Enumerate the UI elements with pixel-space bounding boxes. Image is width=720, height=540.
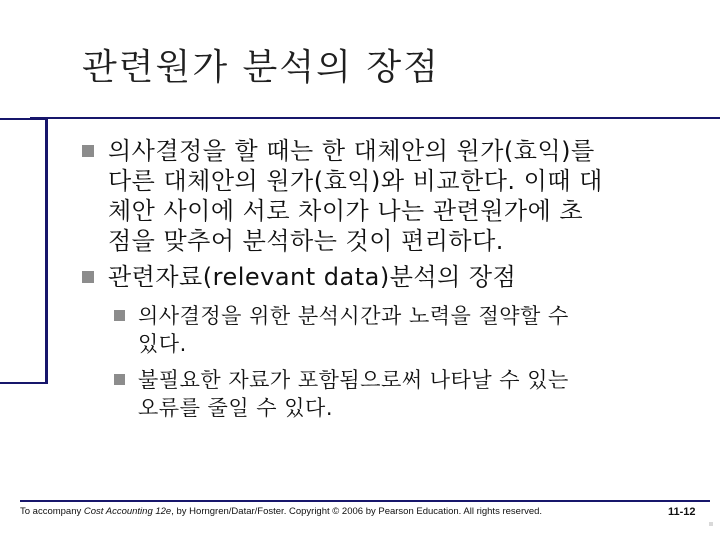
- bullet-line: 관련자료(relevant data)분석의 장점: [108, 263, 517, 291]
- sub-bullet-item: [112, 302, 682, 358]
- left-bar-bottom-line: [0, 382, 45, 384]
- bullet-line: 체안 사이에 서로 차이가 나는 관련원가에 초: [108, 197, 584, 225]
- slide-title: 관련원가 분석의 장점: [82, 47, 440, 88]
- left-accent-bar: [0, 118, 48, 384]
- footer-prefix: To accompany: [20, 506, 84, 517]
- footer-divider: [20, 500, 710, 502]
- square-bullet-icon: [82, 145, 94, 157]
- square-bullet-icon: [114, 374, 125, 385]
- sub-bullet-line: 의사결정을 위한 분석시간과 노력을 절약할 수: [138, 304, 569, 328]
- slide-body: [82, 136, 682, 430]
- sub-bullet-line: 오류를 줄일 수 있다.: [138, 396, 333, 420]
- sub-bullet-line: 있다.: [138, 332, 187, 356]
- sub-bullet-item: [112, 366, 682, 422]
- corner-mark: [709, 522, 713, 526]
- sub-bullet-line: 불필요한 자료가 포함됨으로써 나타날 수 있는: [138, 368, 569, 392]
- page-number: 11-12: [668, 506, 696, 518]
- square-bullet-icon: [82, 271, 94, 283]
- bullet-line: 의사결정을 할 때는 한 대체안의 원가(효익)를: [108, 137, 595, 165]
- bullet-line: 다른 대체안의 원가(효익)와 비교한다. 이때 대: [108, 167, 603, 195]
- bullet-item: [82, 262, 682, 292]
- footer-book-title: Cost Accounting 12e: [83, 506, 172, 517]
- footer-suffix: , by Horngren/Datar/Foster. Copyright © 2006 by Pearson Education. All rights reserved.: [171, 506, 543, 517]
- footer-credit: [20, 506, 542, 517]
- bullet-item: [82, 136, 682, 256]
- square-bullet-icon: [114, 310, 125, 321]
- title-divider: [30, 117, 720, 119]
- sub-bullet-list: [82, 302, 682, 422]
- bullet-line: 점을 맞추어 분석하는 것이 편리하다.: [108, 227, 504, 255]
